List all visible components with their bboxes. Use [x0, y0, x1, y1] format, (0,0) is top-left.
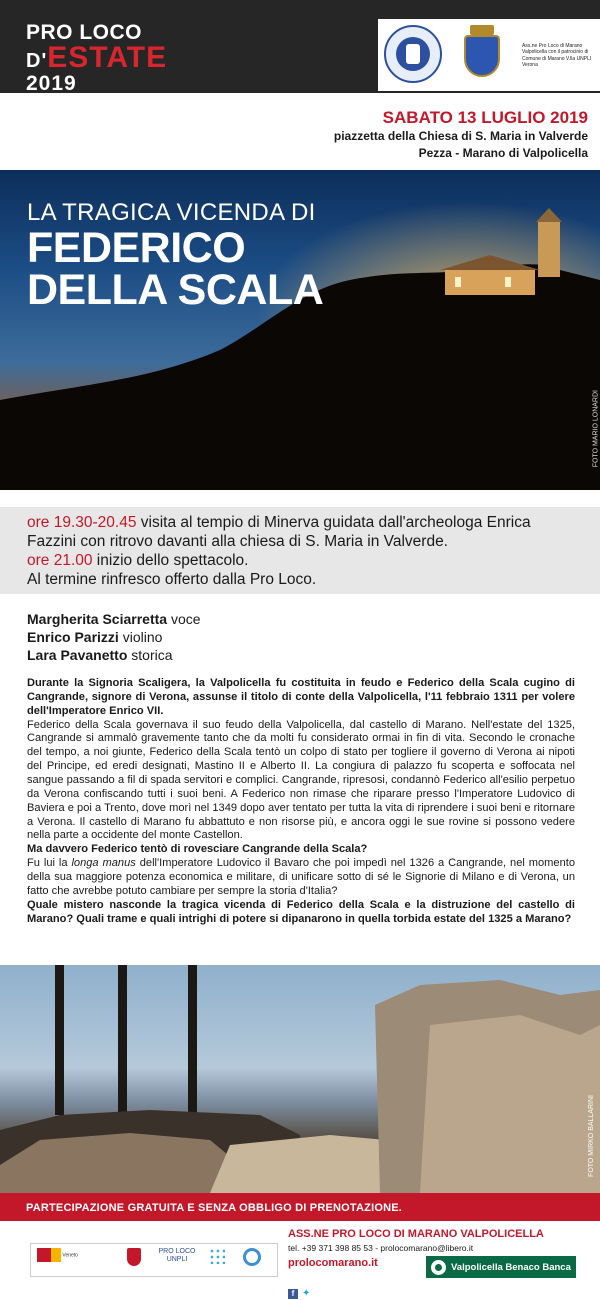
event-date: SABATO 13 LUGLIO 2019: [382, 108, 588, 127]
performer-role: violino: [118, 628, 163, 645]
event-info: [334, 108, 588, 162]
partner-logos: [378, 19, 600, 91]
schedule-note: Al termine rinfresco offerto dalla Pro Loco.: [27, 571, 317, 589]
brand-prefix: D': [26, 50, 48, 72]
story-text: [27, 677, 575, 926]
event-location: Pezza - Marano di Valpolicella: [418, 145, 588, 160]
dots-logo-icon: [209, 1248, 229, 1272]
performer-role: voce: [167, 611, 201, 627]
performer-name: Margherita Sciarretta: [27, 611, 168, 627]
hero-photo-credit: FOTO MARIO LONARDI: [592, 390, 599, 468]
brand-logo: [26, 22, 167, 94]
schedule-time-show: ore 21.00: [27, 552, 93, 570]
veneto-logo-icon: Veneto: [37, 1248, 79, 1272]
story-paragraph-2: [27, 857, 575, 899]
story-question-2: Quale mistero nasconde la tragica vicenda di Federico della Scala e la distruzione del castello di Marano? Quali trame e quali intrighi di potere si dipanarono in quella torbida estate del 1325 a Marano?: [27, 898, 575, 925]
brand-line1: PRO LOCO: [26, 21, 143, 44]
brand-line2: [26, 43, 167, 73]
story-p3-post: dell'Imperatore Ludovico il Bavaro che poi impedì nel 1326 a Cangrande, nel momento della sua maggiore potenza economica e militare, di unificare sotto di sé le Signorie di Milano e di Verona, un fatto che avrebbe potuto cambiare per sempre la storia d'Italia?: [27, 857, 575, 897]
schedule-band: [0, 507, 600, 594]
photo-credit: FOTO MIRKO BALLARINI: [588, 1095, 595, 1177]
story-p3-em: longa manus: [71, 857, 136, 870]
header-bar: [0, 0, 600, 93]
bank-logo-icon: [431, 1260, 446, 1275]
performer-item: [27, 611, 201, 629]
story-intro: Durante la Signoria Scaligera, la Valpolicella fu costituita in feudo e Federico della Scala cugino di Cangrande, signore di Verona, assunse il titolo di conte della Valpolicella, l'11 febbraio 1311 per volere dell'Imperatore Enrico VII.: [27, 677, 575, 717]
hero-title-small: LA TRAGICA VICENDA DI: [27, 199, 316, 226]
performers-list: [27, 611, 201, 665]
logo-caption: Ass.ne Pro Loco di Marano Valpolicella con il patrocinio di Comune di Marano V.lla UNPLI Verona: [522, 43, 592, 68]
performer-role: storica: [127, 646, 173, 663]
performer-item: [27, 629, 201, 647]
performer-name: Enrico Parizzi: [27, 628, 119, 645]
bank-name: Valpolicella Benaco Banca: [451, 1262, 571, 1273]
social-links: [288, 1285, 316, 1300]
ring-logo-icon: [243, 1248, 275, 1272]
schedule-item-show: [27, 551, 573, 570]
schedule-text-visit: visita al tempio di Minerva guidata dall'archeologa Enrica Fazzini con ritrovo davanti alla chiesa di S. Maria in Valverde.: [27, 514, 531, 551]
proloco-seal-icon: [384, 25, 442, 83]
hero-title-line2: DELLA SCALA: [27, 266, 324, 314]
ruins-photo: [0, 965, 600, 1193]
performer-item: [27, 647, 201, 665]
brand-year: 2019: [26, 72, 77, 95]
comune-crest-icon: [123, 1248, 145, 1272]
facebook-icon[interactable]: f: [288, 1289, 298, 1299]
schedule-text-show: inizio dello spettacolo.: [92, 552, 249, 570]
ruins-illustration: [0, 965, 600, 1193]
event-place: piazzetta della Chiesa di S. Maria in Valverde: [333, 129, 588, 143]
participation-notice: PARTECIPAZIONE GRATUITA E SENZA OBBLIGO DI PRENOTAZIONE.: [0, 1193, 600, 1221]
association-name: ASS.NE PRO LOCO DI MARANO VALPOLICELLA: [288, 1228, 544, 1240]
schedule-time-visit: ore 19.30-20.45: [27, 514, 137, 531]
story-question-1: Ma davvero Federico tentò di rovesciare Cangrande della Scala?: [27, 843, 368, 856]
association-contact[interactable]: tel. +39 371 398 85 53 - prolocomarano@libero.it: [288, 1243, 474, 1253]
footer: [0, 1221, 600, 1300]
association-website[interactable]: prolocomarano.it: [288, 1257, 378, 1269]
story-paragraph: Federico della Scala governava il suo feudo della Valpolicella, dal castello di Marano. Nell'estate del 1325, Cangrande si ammalò gravemente tanto che da molti fu considerato ormai in fin di vita. Secondo le cronache del tempo, a noi giunte, Federico della Scala tentò un colpo di stato per togliere il governo di Verona ai nipoti del Principe, ed eredi designati, Mastino II e Alberto II. La congiura di palazzo fu scoperta e soffocata nel sangue passando a fil di spada servitori e complici. Cangrande, ripresosi, condannò Federico all'esilio perpetuo da Verona confiscando tutti i suoi beni. A Federico non rimase che riparare presso l'Imperatore Ludovico di Baviera e poi a Trento, dove morì nel 1349 dopo aver tentato per tutta la vita di riprendere i suoi beni e ritornare a Verona. Il castello di Marano fu abbattuto e non risorse più, e ancora oggi le sue rovine si possono vedere nella parte a occidente del monte Castellon.: [27, 718, 575, 842]
hero-image: [0, 170, 600, 490]
brand-main: ESTATE: [47, 41, 168, 74]
story-p3-pre: Fu lui la: [27, 857, 72, 870]
municipal-crest-icon: [456, 25, 508, 87]
schedule-item-visit: [27, 513, 573, 551]
proloco-unpli-logo: PRO LOCO UNPLI: [158, 1248, 196, 1263]
twitter-icon[interactable]: ✦: [302, 1287, 311, 1299]
hero-title-line1: FEDERICO: [27, 224, 246, 272]
bank-sponsor: [426, 1256, 576, 1278]
performer-name: Lara Pavanetto: [27, 646, 128, 663]
sponsor-logos: [30, 1243, 278, 1277]
